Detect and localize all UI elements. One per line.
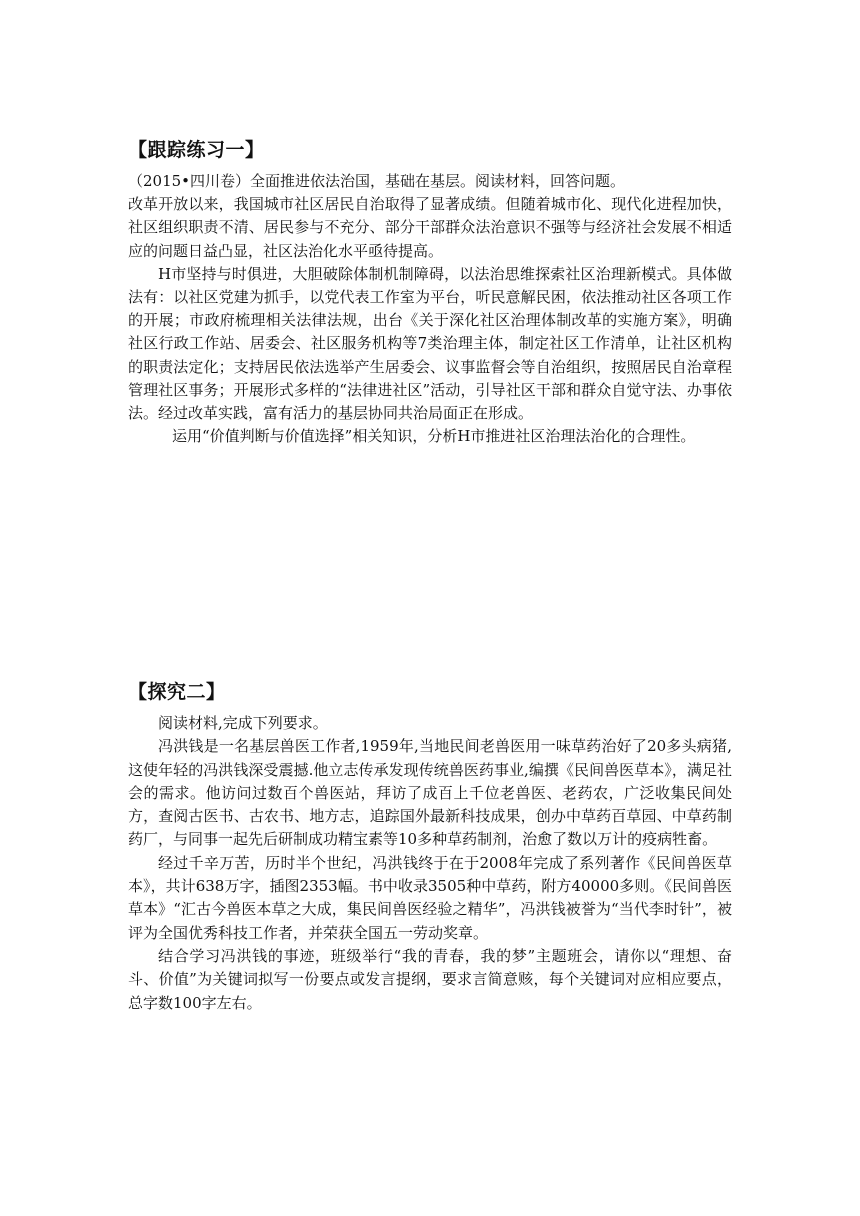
question-text: 结合学习冯洪钱的事迹，班级举行“我的青春，我的梦”主题班会，请你以“理想、奋斗、价值”为关键词拟写一份要点或发言提纲，要求言简意赅，每个关键词对应相应要点，总字数100字左右。 (128, 946, 732, 1012)
instruction-text: 阅读材料,完成下列要求。 (158, 714, 328, 732)
section-heading: 【跟踪练习一】 (128, 139, 265, 161)
material-paragraph: 经过千辛万苦，历时半个世纪，冯洪钱终于在于2008年完成了系列著作《民间兽医草本》，共计638万字，插图2353幅。书中收录3505种中草药，附方40000多则。《民间兽医草本》“汇古今兽医本草之大成，集民间兽医经验之精华”，冯洪钱被誉为“当代李时针”，被评为全国优秀科技工作者，并荣获全国五一劳动奖章。 (128, 853, 732, 942)
question-text: 运用“价值判断与价值选择”相关知识，分析H市推进社区治理法治化的合理性。 (172, 427, 696, 446)
section-heading: 【探究二】 (128, 681, 226, 703)
material-paragraph: H市坚持与时俱进，大胆破除体制机制障碍，以法治思维探索社区治理新模式。具体做法有：以社区党建为抓手，以党代表工作室为平台，听民意解民困，依法推动社区各项工作的开展；市政府梳理相关法律法规，出台《关于深化社区治理体制改革的实施方案》，明确社区行政工作站、居委会、社区服务机构等7类治理主体，制定社区工作清单，让社区机构的职责法定化；支持居民依法选举产生居委会、议事监督会等自治组织，按照居民自治章程管理社区事务；开展形式多样的“法律进社区”活动，引导社区干部和群众自觉守法、办事依法。经过改革实践，富有活力的基层协同共治局面正在形成。 (128, 264, 732, 423)
material-paragraph: 冯洪钱是一名基层兽医工作者,1959年,当地民间老兽医用一味草药治好了20多头病猪,这使年轻的冯洪钱深受震撼.他立志传承发现传统兽医药事业,编撰《民间兽医草本》，满足社会的需求。他访问过数百个兽医站，拜访了成百上千位老兽医、老药农，广泛收集民间处方，查阅古医书、古农书、地方志，追踪国外最新科技成果，创办中草药百草园、中草药制药厂，与同事一起先后研制成功精宝素等10多种草药制剂，治愈了数以万计的疫病牲畜。 (128, 737, 732, 849)
exercise-section (128, 136, 732, 448)
inquiry-section (128, 678, 732, 1015)
source-intro: （2015•四川卷）全面推进依法治国，基础在基层。阅读材料，回答问题。 (128, 172, 626, 190)
material-paragraph: 改革开放以来，我国城市社区居民自治取得了显著成绩。但随着城市化、现代化进程加快，社区组织职责不清、居民参与不充分、部分干部群众法治意识不强等与经济社会发展不相适应的问题日益凸显，社区法治化水平亟待提高。 (128, 195, 732, 260)
